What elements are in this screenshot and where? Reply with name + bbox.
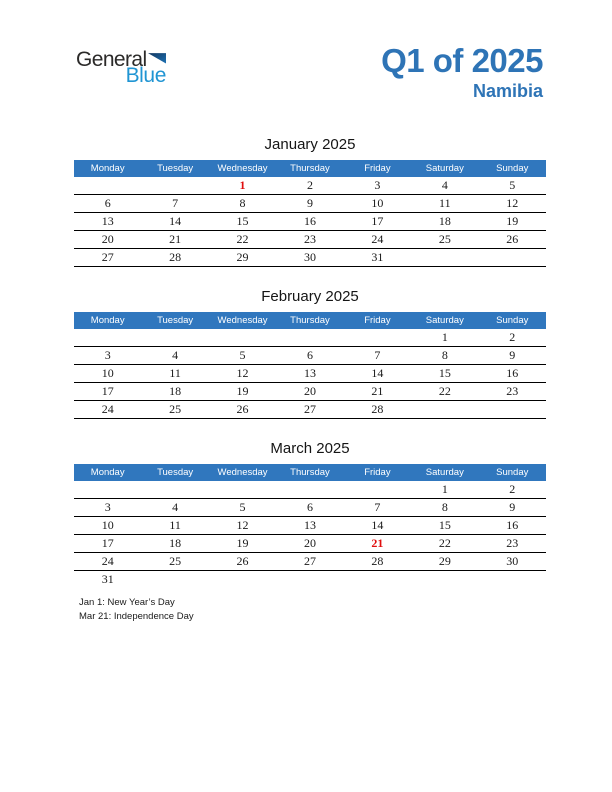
day-cell-february-17: 17 [74, 383, 141, 401]
empty-cell [74, 481, 141, 499]
week-row [74, 195, 546, 213]
empty-cell [344, 571, 411, 589]
day-cell-march-25: 25 [141, 553, 208, 571]
day-cell-february-11: 11 [141, 365, 208, 383]
day-cell-february-27: 27 [276, 401, 343, 419]
day-cell-february-13: 13 [276, 365, 343, 383]
day-cell-march-16: 16 [479, 517, 546, 535]
general-blue-logo [76, 50, 166, 85]
day-cell-january-21: 21 [141, 231, 208, 249]
day-cell-january-9: 9 [276, 195, 343, 213]
day-cell-january-15: 15 [209, 213, 276, 231]
day-cell-january-22: 22 [209, 231, 276, 249]
weekday-header-sunday: Sunday [479, 464, 546, 481]
weekday-header-wednesday: Wednesday [209, 312, 276, 329]
day-cell-march-26: 26 [209, 553, 276, 571]
weekday-header-friday: Friday [344, 464, 411, 481]
day-cell-march-27: 27 [276, 553, 343, 571]
day-cell-march-9: 9 [479, 499, 546, 517]
day-cell-march-4: 4 [141, 499, 208, 517]
day-cell-march-24: 24 [74, 553, 141, 571]
week-row [74, 499, 546, 517]
day-cell-february-23: 23 [479, 383, 546, 401]
month-january [74, 136, 546, 267]
day-cell-march-13: 13 [276, 517, 343, 535]
weekday-header-wednesday: Wednesday [209, 160, 276, 177]
week-row [74, 517, 546, 535]
day-cell-march-23: 23 [479, 535, 546, 553]
day-cell-march-5: 5 [209, 499, 276, 517]
day-cell-march-12: 12 [209, 517, 276, 535]
weekday-header-thursday: Thursday [276, 464, 343, 481]
day-cell-january-5: 5 [479, 177, 546, 195]
day-cell-march-2: 2 [479, 481, 546, 499]
day-cell-march-29: 29 [411, 553, 478, 571]
weekday-header-wednesday: Wednesday [209, 464, 276, 481]
day-cell-march-18: 18 [141, 535, 208, 553]
day-cell-march-21: 21 [344, 535, 411, 553]
day-cell-february-2: 2 [479, 329, 546, 347]
day-cell-february-19: 19 [209, 383, 276, 401]
calendar-table-january [74, 160, 546, 267]
day-cell-march-11: 11 [141, 517, 208, 535]
week-row [74, 347, 546, 365]
day-cell-february-12: 12 [209, 365, 276, 383]
holiday-notes [79, 596, 194, 623]
day-cell-january-29: 29 [209, 249, 276, 267]
day-cell-february-16: 16 [479, 365, 546, 383]
day-cell-january-1: 1 [209, 177, 276, 195]
week-row [74, 231, 546, 249]
empty-cell [276, 571, 343, 589]
day-cell-february-18: 18 [141, 383, 208, 401]
week-row [74, 401, 546, 419]
day-cell-january-6: 6 [74, 195, 141, 213]
weekday-header-saturday: Saturday [411, 312, 478, 329]
day-cell-january-8: 8 [209, 195, 276, 213]
day-cell-january-28: 28 [141, 249, 208, 267]
weekday-header-sunday: Sunday [479, 312, 546, 329]
day-cell-february-9: 9 [479, 347, 546, 365]
holiday-note-1: Mar 21: Independence Day [79, 610, 194, 622]
empty-cell [141, 329, 208, 347]
week-row [74, 383, 546, 401]
day-cell-february-1: 1 [411, 329, 478, 347]
day-cell-february-22: 22 [411, 383, 478, 401]
day-cell-march-19: 19 [209, 535, 276, 553]
day-cell-january-31: 31 [344, 249, 411, 267]
calendar-table-february [74, 312, 546, 419]
day-cell-february-8: 8 [411, 347, 478, 365]
logo-text-blue: Blue [125, 64, 166, 87]
empty-cell [74, 177, 141, 195]
day-cell-february-5: 5 [209, 347, 276, 365]
week-row [74, 535, 546, 553]
day-cell-march-1: 1 [411, 481, 478, 499]
day-cell-february-15: 15 [411, 365, 478, 383]
day-cell-january-25: 25 [411, 231, 478, 249]
weekday-header-saturday: Saturday [411, 464, 478, 481]
weekday-header-saturday: Saturday [411, 160, 478, 177]
day-cell-march-10: 10 [74, 517, 141, 535]
empty-cell [209, 329, 276, 347]
empty-cell [209, 481, 276, 499]
day-cell-january-7: 7 [141, 195, 208, 213]
holiday-note-0: Jan 1: New Year’s Day [79, 597, 175, 608]
day-cell-march-22: 22 [411, 535, 478, 553]
empty-cell [344, 329, 411, 347]
empty-cell [344, 481, 411, 499]
weekday-header-sunday: Sunday [479, 160, 546, 177]
day-cell-march-30: 30 [479, 553, 546, 571]
empty-cell [209, 571, 276, 589]
day-cell-february-10: 10 [74, 365, 141, 383]
day-cell-january-14: 14 [141, 213, 208, 231]
empty-cell [479, 571, 546, 589]
weekday-header-thursday: Thursday [276, 312, 343, 329]
day-cell-january-26: 26 [479, 231, 546, 249]
empty-cell [141, 481, 208, 499]
day-cell-february-4: 4 [141, 347, 208, 365]
day-cell-january-4: 4 [411, 177, 478, 195]
day-cell-february-6: 6 [276, 347, 343, 365]
week-row [74, 571, 546, 589]
month-february [74, 288, 546, 419]
day-cell-march-8: 8 [411, 499, 478, 517]
week-row [74, 365, 546, 383]
weekday-header-monday: Monday [74, 464, 141, 481]
day-cell-march-17: 17 [74, 535, 141, 553]
week-row [74, 213, 546, 231]
day-cell-january-18: 18 [411, 213, 478, 231]
day-cell-february-21: 21 [344, 383, 411, 401]
day-cell-january-3: 3 [344, 177, 411, 195]
day-cell-january-16: 16 [276, 213, 343, 231]
empty-cell [479, 249, 546, 267]
day-cell-february-28: 28 [344, 401, 411, 419]
weekday-header-friday: Friday [344, 312, 411, 329]
day-cell-march-28: 28 [344, 553, 411, 571]
empty-cell [276, 481, 343, 499]
week-row [74, 329, 546, 347]
calendar-table-march [74, 464, 546, 588]
month-title-february: February 2025 [261, 288, 359, 305]
day-cell-january-24: 24 [344, 231, 411, 249]
empty-cell [141, 571, 208, 589]
weekday-header-tuesday: Tuesday [141, 464, 208, 481]
day-cell-march-7: 7 [344, 499, 411, 517]
months [74, 136, 546, 609]
day-cell-january-10: 10 [344, 195, 411, 213]
day-cell-january-20: 20 [74, 231, 141, 249]
quarter-header [381, 44, 543, 101]
day-cell-january-19: 19 [479, 213, 546, 231]
day-cell-january-12: 12 [479, 195, 546, 213]
week-row [74, 249, 546, 267]
weekday-header-monday: Monday [74, 312, 141, 329]
day-cell-february-26: 26 [209, 401, 276, 419]
country-subtitle: Namibia [472, 81, 543, 101]
weekday-header-monday: Monday [74, 160, 141, 177]
empty-cell [411, 571, 478, 589]
day-cell-january-23: 23 [276, 231, 343, 249]
day-cell-march-14: 14 [344, 517, 411, 535]
day-cell-february-20: 20 [276, 383, 343, 401]
day-cell-january-27: 27 [74, 249, 141, 267]
day-cell-january-17: 17 [344, 213, 411, 231]
empty-cell [411, 401, 478, 419]
weekday-header-tuesday: Tuesday [141, 312, 208, 329]
day-cell-january-11: 11 [411, 195, 478, 213]
empty-cell [479, 401, 546, 419]
day-cell-march-31: 31 [101, 572, 114, 586]
weekday-header-friday: Friday [344, 160, 411, 177]
logo-text-general: General [76, 48, 147, 71]
weekday-header-tuesday: Tuesday [141, 160, 208, 177]
day-cell-march-15: 15 [411, 517, 478, 535]
weekday-header-thursday: Thursday [276, 160, 343, 177]
day-cell-january-30: 30 [276, 249, 343, 267]
week-row [74, 481, 546, 499]
month-title-march: March 2025 [270, 440, 350, 457]
day-cell-march-3: 3 [74, 499, 141, 517]
day-cell-february-3: 3 [74, 347, 141, 365]
empty-cell [411, 249, 478, 267]
week-row [74, 553, 546, 571]
day-cell-february-25: 25 [141, 401, 208, 419]
empty-cell [276, 329, 343, 347]
day-cell-march-6: 6 [276, 499, 343, 517]
empty-cell [74, 329, 141, 347]
day-cell-march-20: 20 [276, 535, 343, 553]
day-cell-february-24: 24 [74, 401, 141, 419]
day-cell-january-2: 2 [276, 177, 343, 195]
empty-cell [141, 177, 208, 195]
day-cell-february-7: 7 [344, 347, 411, 365]
quarter-title: Q1 of 2025 [381, 42, 543, 79]
day-cell-january-13: 13 [74, 213, 141, 231]
week-row [74, 177, 546, 195]
month-title-january: January 2025 [264, 136, 356, 153]
month-march [74, 440, 546, 588]
day-cell-february-14: 14 [344, 365, 411, 383]
